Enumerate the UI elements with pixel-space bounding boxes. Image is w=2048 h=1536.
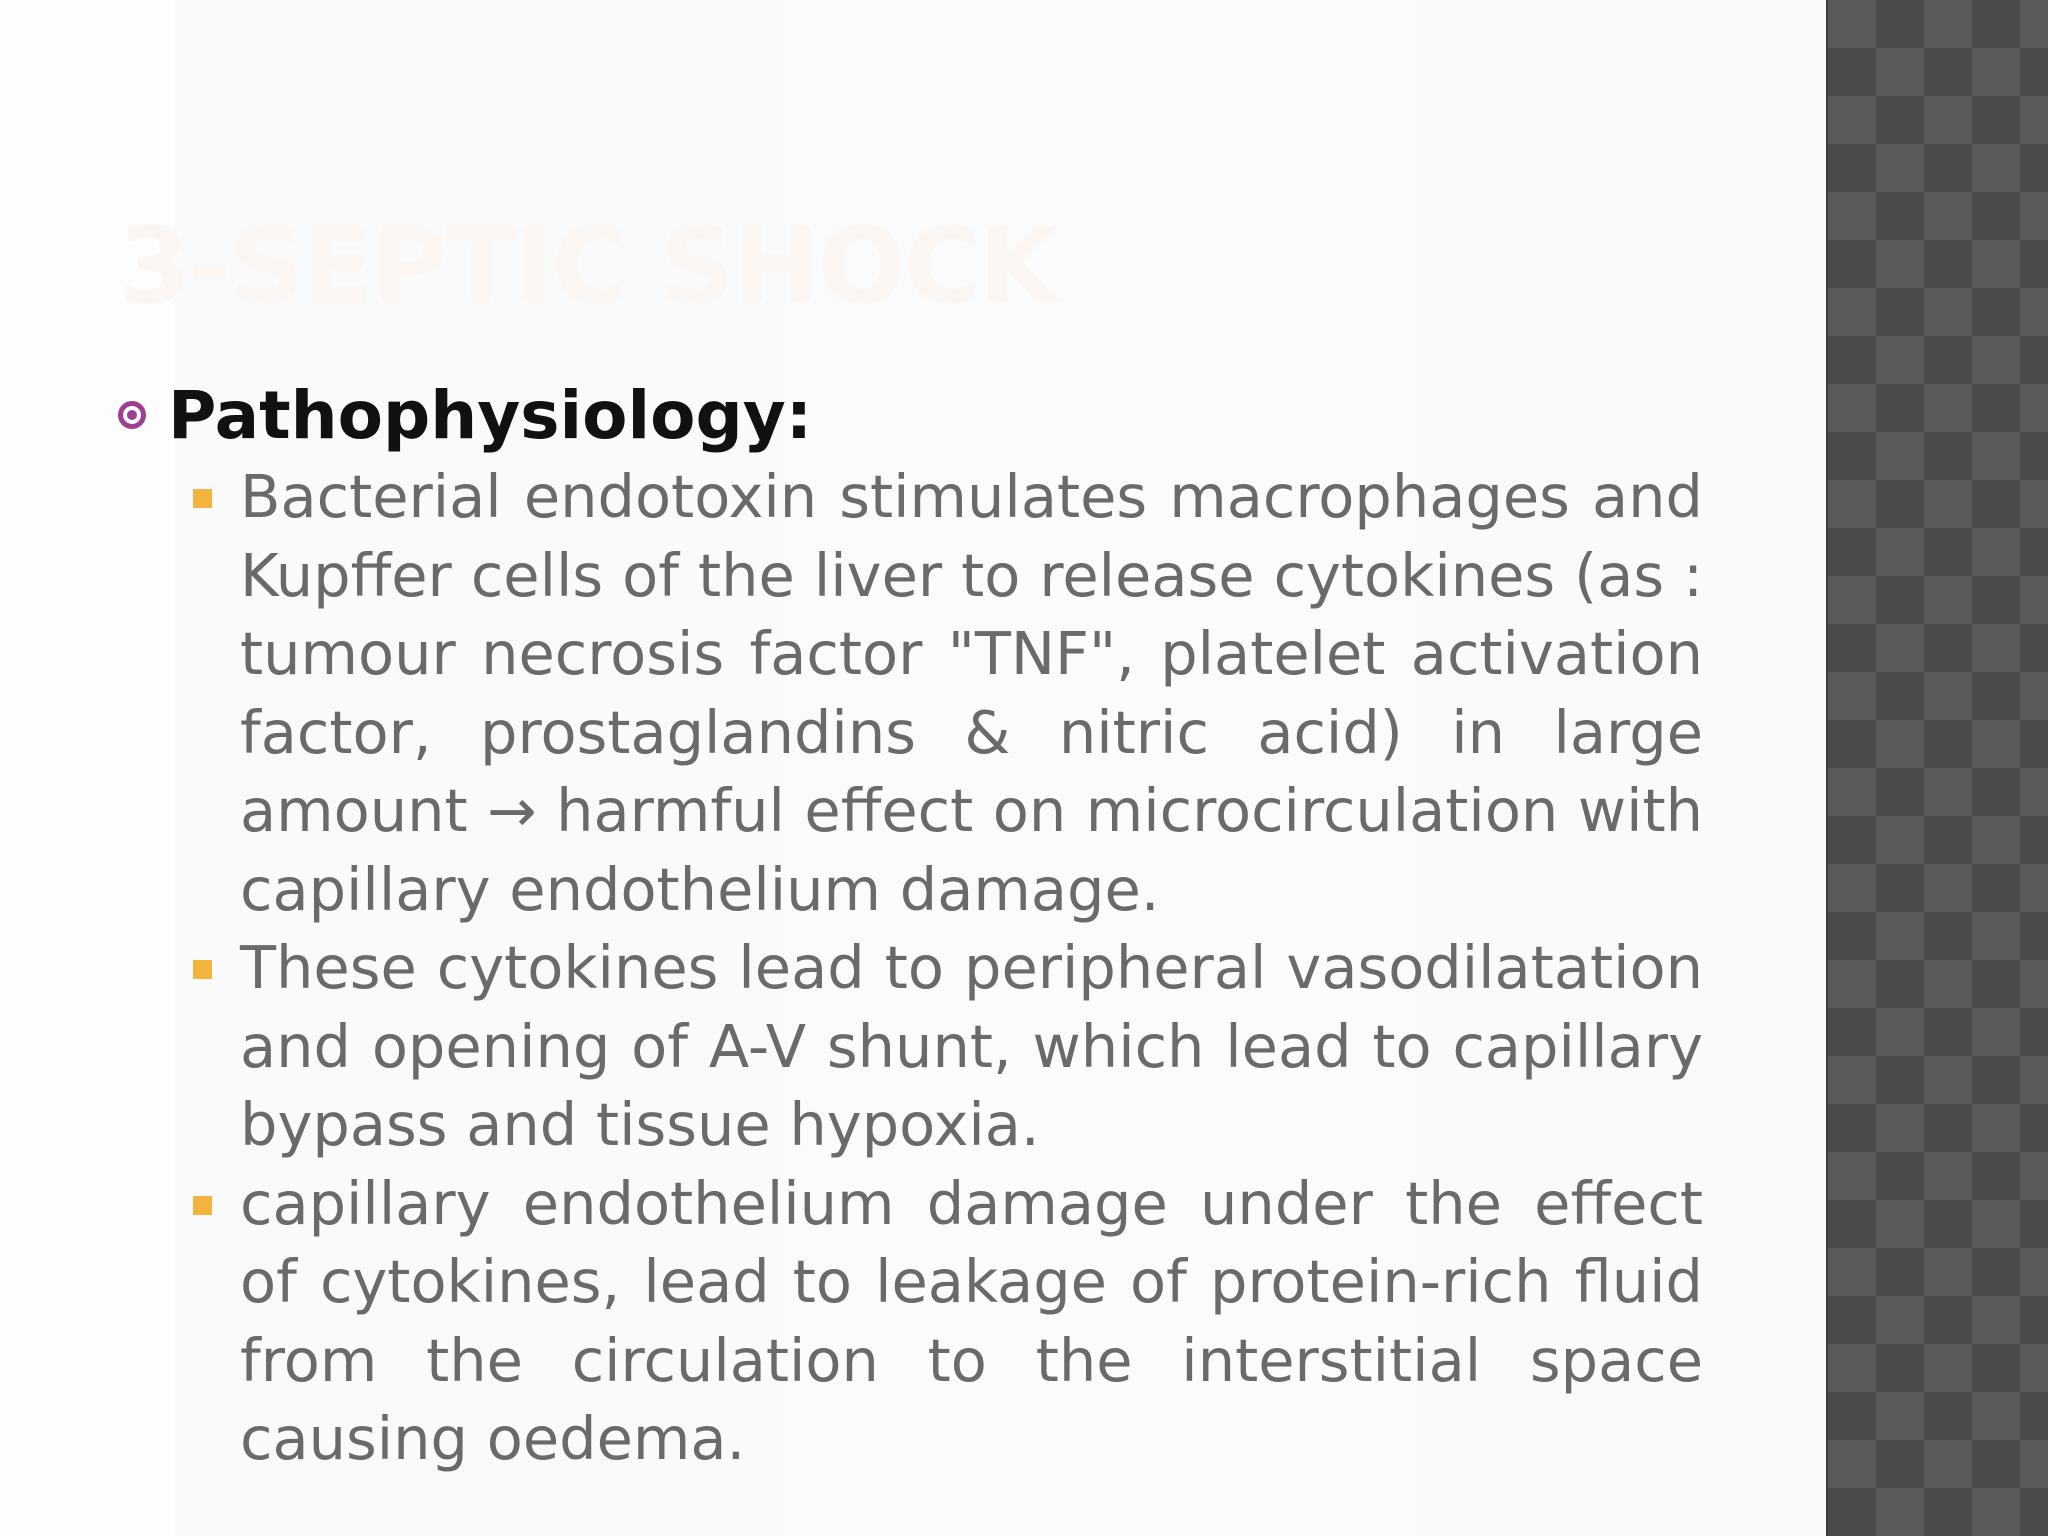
bullet-text: capillary endothelium damage under the effect of cytokines, lead to leakage of protein-rich fluid from the circulation to the interstitial space causing oedema. bbox=[240, 1168, 1703, 1473]
bullet-item bbox=[118, 1165, 1703, 1479]
bullet-item bbox=[118, 458, 1703, 929]
bullet-text: Bacterial endotoxin stimulates macrophages and Kupffer cells of the liver to release cytokines (as : tumour necrosis factor "TNF", platelet activation factor, prostaglandins & nitric acid) in large amount → harmful effect on microcirculation with capillary endothelium damage. bbox=[240, 462, 1703, 924]
heading-bullet-item bbox=[118, 372, 1703, 458]
square-bullet-icon bbox=[193, 960, 212, 979]
slide-title: 3-SEPTIC SHOCK bbox=[118, 205, 1058, 327]
bullet-item bbox=[118, 929, 1703, 1165]
side-pattern-decoration bbox=[1826, 0, 2048, 1536]
ring-bullet-icon bbox=[118, 401, 146, 429]
bullet-text: These cytokines lead to peripheral vasodilatation and opening of A-V shunt, which lead to capillary bypass and tissue hypoxia. bbox=[240, 933, 1703, 1159]
slide-body bbox=[118, 372, 1703, 1479]
heading-text: Pathophysiology: bbox=[168, 376, 813, 454]
square-bullet-icon bbox=[193, 489, 212, 508]
square-bullet-icon bbox=[193, 1196, 212, 1215]
